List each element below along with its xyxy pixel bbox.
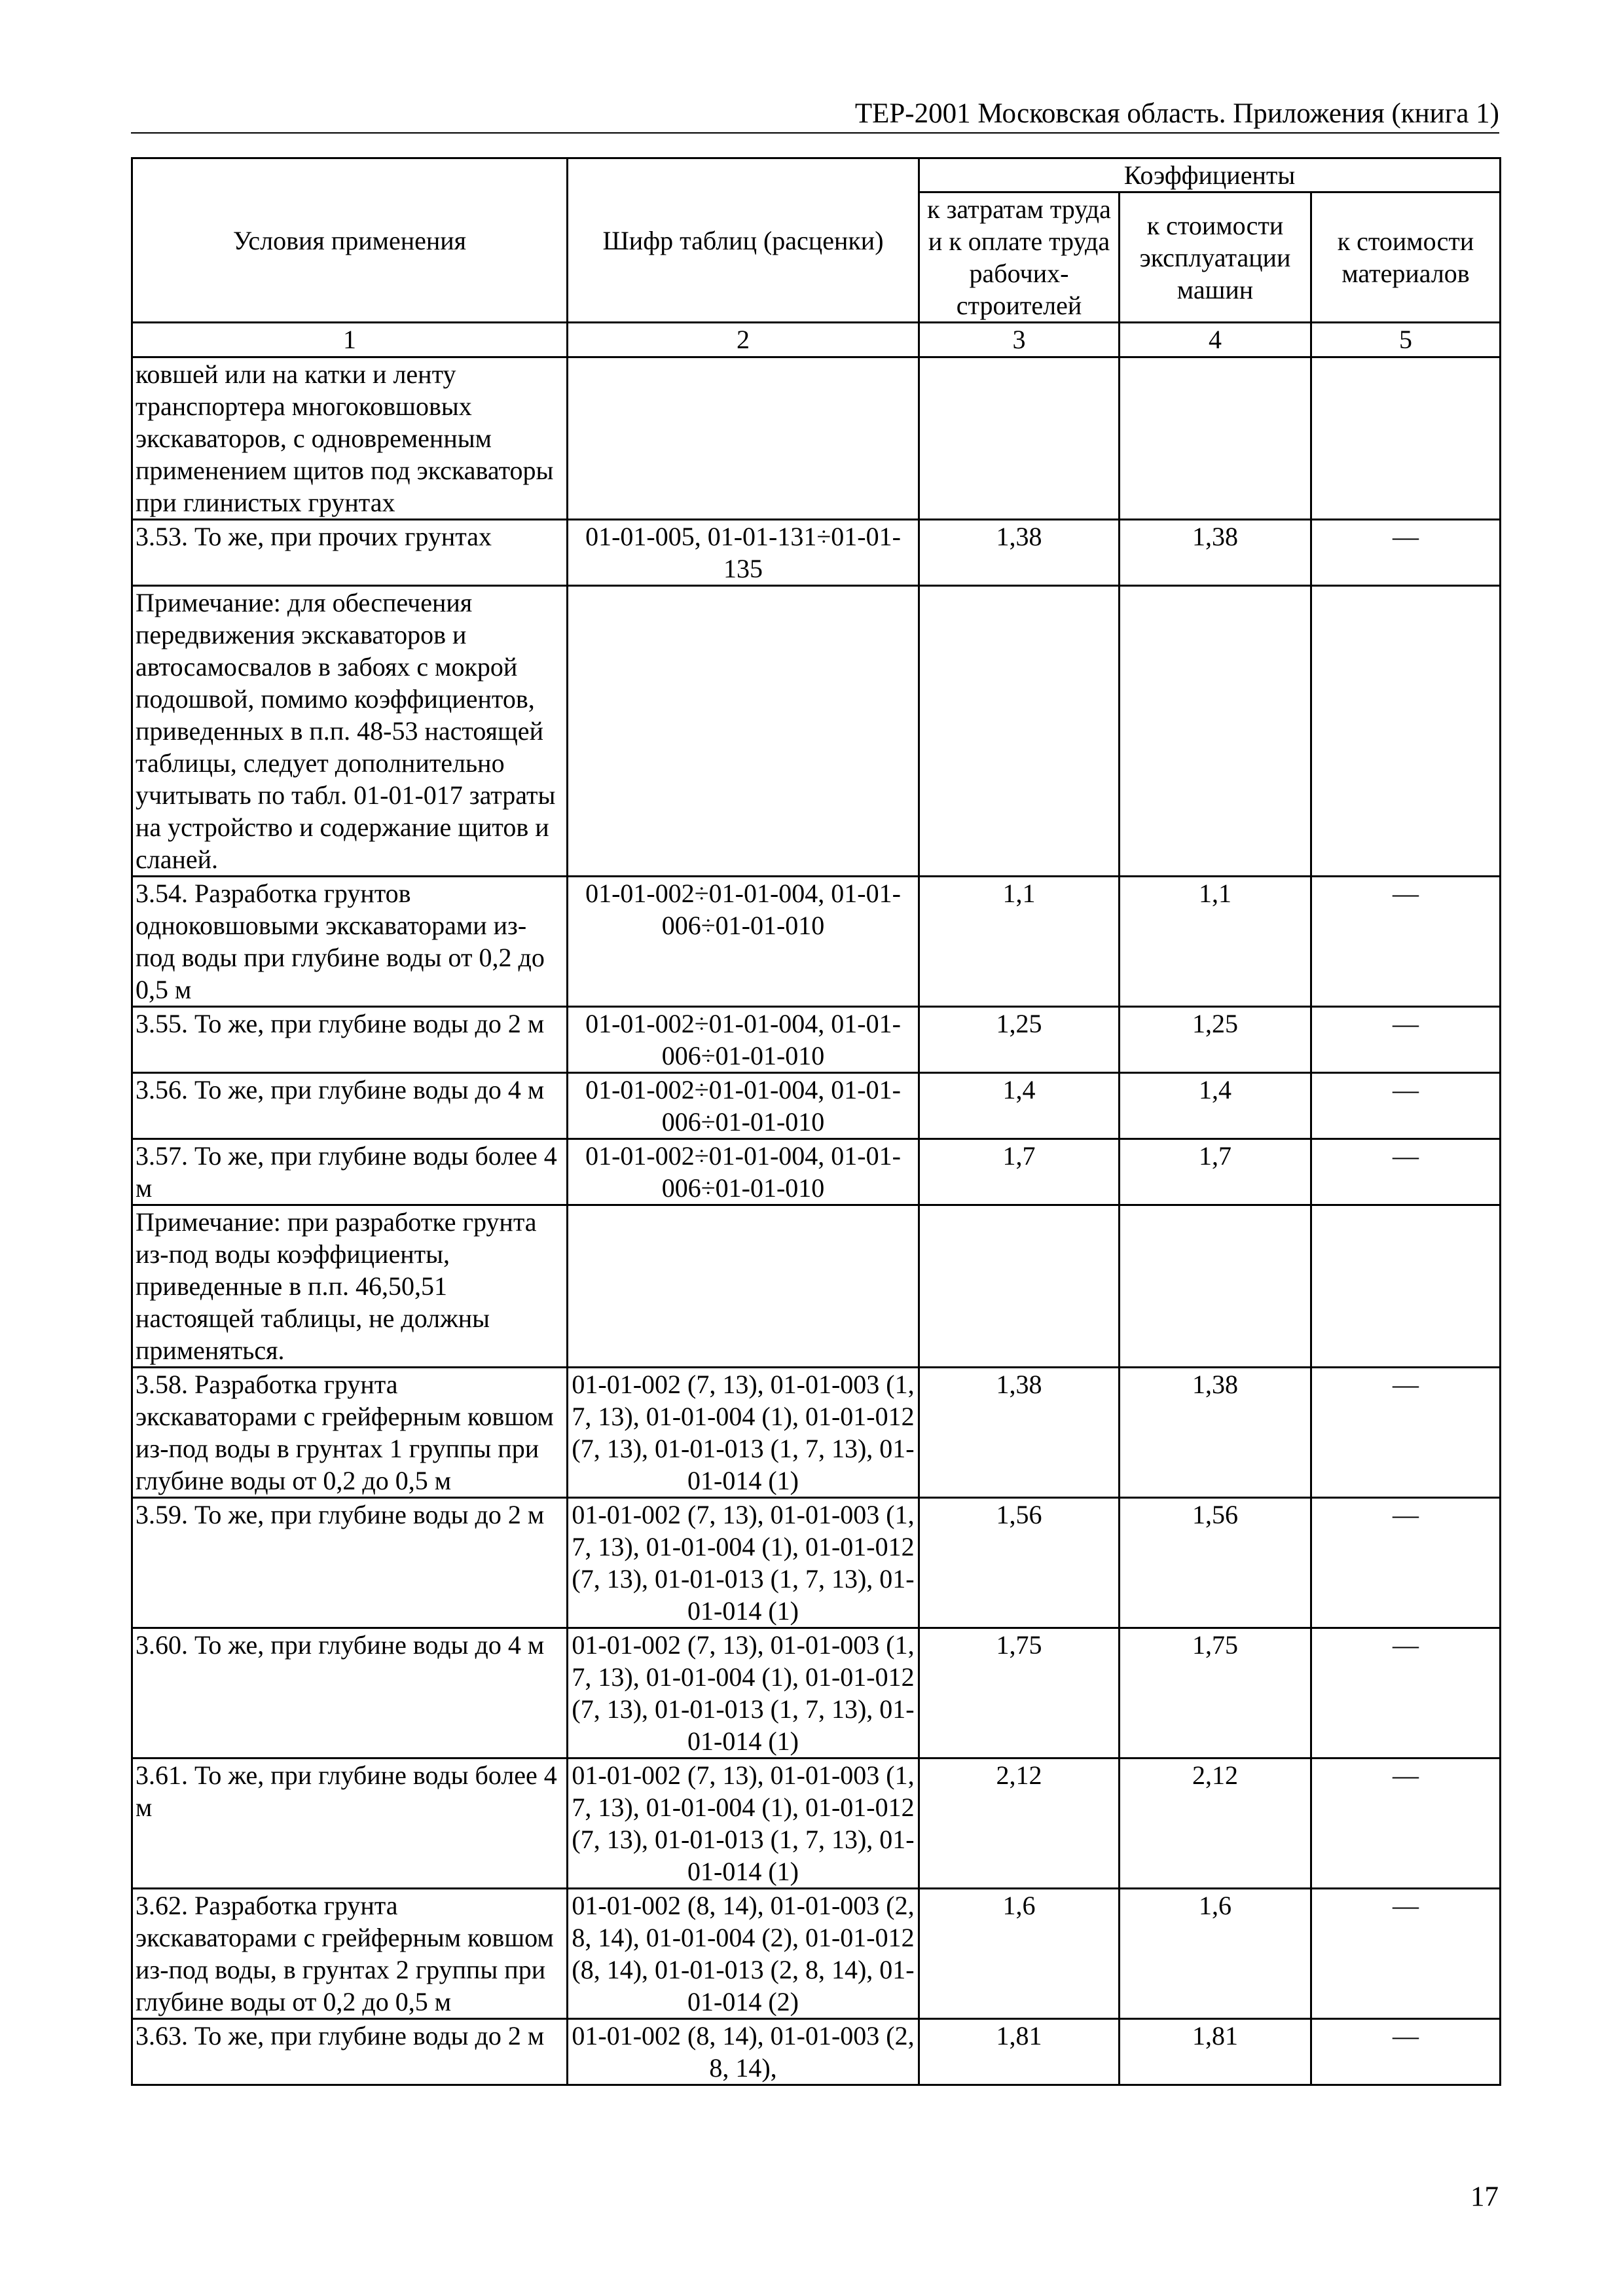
cell-materials-coefficient: — <box>1311 1073 1501 1139</box>
cell-machines-coefficient: 1,56 <box>1120 1498 1311 1628</box>
cell-code: 01-01-002 (7, 13), 01-01-003 (1, 7, 13), 01-01-004 (1), 01-01-012 (7, 13), 01-01-013 (1, 7, 13), 01-01-014 (1) <box>568 1498 919 1628</box>
cell-labor-coefficient: 1,7 <box>919 1139 1120 1205</box>
table-row <box>132 357 1501 520</box>
cell-materials-coefficient: — <box>1311 1368 1501 1498</box>
page-number: 17 <box>1470 2181 1499 2212</box>
cell-labor-coefficient: 1,1 <box>919 877 1120 1007</box>
table-row <box>132 877 1501 1007</box>
cell-conditions: Примечание: при разработке грунта из-под воды коэффициенты, приведенные в п.п. 46,50,51 настоящей таблицы, не должны применяться. <box>132 1205 568 1368</box>
cell-conditions: 3.62. Разработка грунта экскаваторами с грейферным ковшом из-под воды, в грунтах 2 группы при глубине воды от 0,2 до 0,5 м <box>132 1889 568 2019</box>
cell-conditions: 3.58. Разработка грунта экскаваторами с грейферным ковшом из-под воды в грунтах 1 группы при глубине воды от 0,2 до 0,5 м <box>132 1368 568 1498</box>
cell-labor-coefficient: 1,6 <box>919 1889 1120 2019</box>
table-row <box>132 2019 1501 2085</box>
table-row <box>132 1628 1501 1758</box>
cell-machines-coefficient: 1,1 <box>1120 877 1311 1007</box>
cell-machines-coefficient <box>1120 586 1311 877</box>
cell-code: 01-01-002 (8, 14), 01-01-003 (2, 8, 14), 01-01-004 (2), 01-01-012 (8, 14), 01-01-013 (2, 8, 14), 01-01-014 (2) <box>568 1889 919 2019</box>
cell-materials-coefficient: — <box>1311 877 1501 1007</box>
column-number: 5 <box>1311 323 1501 357</box>
cell-labor-coefficient: 1,81 <box>919 2019 1120 2085</box>
cell-code: 01-01-002÷01-01-004, 01-01-006÷01-01-010 <box>568 1139 919 1205</box>
table-row <box>132 1889 1501 2019</box>
cell-machines-coefficient: 1,4 <box>1120 1073 1311 1139</box>
cell-code: 01-01-002 (7, 13), 01-01-003 (1, 7, 13), 01-01-004 (1), 01-01-012 (7, 13), 01-01-013 (1, 7, 13), 01-01-014 (1) <box>568 1628 919 1758</box>
cell-labor-coefficient <box>919 586 1120 877</box>
table-body <box>132 357 1501 2085</box>
cell-code: 01-01-002÷01-01-004, 01-01-006÷01-01-010 <box>568 1007 919 1073</box>
cell-labor-coefficient: 1,38 <box>919 1368 1120 1498</box>
cell-conditions: 3.55. То же, при глубине воды до 2 м <box>132 1007 568 1073</box>
cell-machines-coefficient <box>1120 357 1311 520</box>
column-number: 3 <box>919 323 1120 357</box>
cell-code: 01-01-002÷01-01-004, 01-01-006÷01-01-010 <box>568 1073 919 1139</box>
cell-labor-coefficient: 1,38 <box>919 520 1120 586</box>
table-row <box>132 586 1501 877</box>
cell-conditions: 3.56. То же, при глубине воды до 4 м <box>132 1073 568 1139</box>
cell-materials-coefficient: — <box>1311 1758 1501 1889</box>
cell-machines-coefficient: 1,81 <box>1120 2019 1311 2085</box>
cell-code: 01-01-002 (8, 14), 01-01-003 (2, 8, 14), <box>568 2019 919 2085</box>
cell-materials-coefficient: — <box>1311 1007 1501 1073</box>
column-number: 4 <box>1120 323 1311 357</box>
cell-materials-coefficient <box>1311 1205 1501 1368</box>
cell-materials-coefficient: — <box>1311 1139 1501 1205</box>
cell-conditions: ковшей или на катки и ленту транспортера многоковшовых экскаваторов, с одновременным применением щитов под экскаваторы при глинистых грунтах <box>132 357 568 520</box>
cell-labor-coefficient: 2,12 <box>919 1758 1120 1889</box>
cell-materials-coefficient <box>1311 357 1501 520</box>
cell-machines-coefficient <box>1120 1205 1311 1368</box>
cell-labor-coefficient: 1,25 <box>919 1007 1120 1073</box>
cell-code: 01-01-002 (7, 13), 01-01-003 (1, 7, 13), 01-01-004 (1), 01-01-012 (7, 13), 01-01-013 (1, 7, 13), 01-01-014 (1) <box>568 1758 919 1889</box>
cell-materials-coefficient: — <box>1311 2019 1501 2085</box>
cell-conditions: 3.53. То же, при прочих грунтах <box>132 520 568 586</box>
header-materials: к стоимости материалов <box>1311 192 1501 323</box>
column-numbers-row <box>132 323 1501 357</box>
cell-machines-coefficient: 1,38 <box>1120 520 1311 586</box>
cell-code <box>568 1205 919 1368</box>
header-rule <box>131 132 1499 134</box>
table-row <box>132 1139 1501 1205</box>
cell-conditions: 3.63. То же, при глубине воды до 2 м <box>132 2019 568 2085</box>
running-header: ТЕР-2001 Московская область. Приложения (книга 1) <box>854 98 1499 129</box>
header-labor: к затратам труда и к оплате труда рабочих-строителей <box>919 192 1120 323</box>
cell-materials-coefficient <box>1311 586 1501 877</box>
cell-materials-coefficient: — <box>1311 520 1501 586</box>
cell-code: 01-01-002 (7, 13), 01-01-003 (1, 7, 13), 01-01-004 (1), 01-01-012 (7, 13), 01-01-013 (1, 7, 13), 01-01-014 (1) <box>568 1368 919 1498</box>
header-machines: к стоимости эксплуатации машин <box>1120 192 1311 323</box>
cell-machines-coefficient: 1,25 <box>1120 1007 1311 1073</box>
header-code: Шифр таблиц (расценки) <box>568 158 919 323</box>
cell-machines-coefficient: 1,7 <box>1120 1139 1311 1205</box>
cell-code: 01-01-002÷01-01-004, 01-01-006÷01-01-010 <box>568 877 919 1007</box>
table-row <box>132 1758 1501 1889</box>
column-number: 2 <box>568 323 919 357</box>
cell-conditions: 3.54. Разработка грунтов одноковшовыми экскаваторами из-под воды при глубине воды от 0,2 до 0,5 м <box>132 877 568 1007</box>
header-coefficients: Коэффициенты <box>919 158 1501 192</box>
table-row <box>132 1368 1501 1498</box>
cell-machines-coefficient: 1,38 <box>1120 1368 1311 1498</box>
header-conditions: Условия применения <box>132 158 568 323</box>
cell-conditions: 3.61. То же, при глубине воды более 4 м <box>132 1758 568 1889</box>
cell-machines-coefficient: 1,75 <box>1120 1628 1311 1758</box>
cell-materials-coefficient: — <box>1311 1628 1501 1758</box>
table-row <box>132 1007 1501 1073</box>
cell-materials-coefficient: — <box>1311 1889 1501 2019</box>
table-row <box>132 520 1501 586</box>
cell-labor-coefficient: 1,56 <box>919 1498 1120 1628</box>
table-row <box>132 1205 1501 1368</box>
cell-materials-coefficient: — <box>1311 1498 1501 1628</box>
cell-code: 01-01-005, 01-01-131÷01-01-135 <box>568 520 919 586</box>
cell-code <box>568 586 919 877</box>
cell-labor-coefficient <box>919 357 1120 520</box>
column-number: 1 <box>132 323 568 357</box>
cell-machines-coefficient: 1,6 <box>1120 1889 1311 2019</box>
cell-conditions: 3.57. То же, при глубине воды более 4 м <box>132 1139 568 1205</box>
cell-labor-coefficient: 1,75 <box>919 1628 1120 1758</box>
cell-conditions: 3.60. То же, при глубине воды до 4 м <box>132 1628 568 1758</box>
cell-labor-coefficient <box>919 1205 1120 1368</box>
cell-code <box>568 357 919 520</box>
cell-conditions: 3.59. То же, при глубине воды до 2 м <box>132 1498 568 1628</box>
cell-conditions: Примечание: для обеспечения передвижения экскаваторов и автосамосвалов в забоях с мокрой подошвой, помимо коэффициентов, приведенных в п.п. 48-53 настоящей таблицы, следует дополнительно учитывать по табл. 01-01-017 затраты на устройство и содержание щитов и сланей. <box>132 586 568 877</box>
table-row <box>132 1073 1501 1139</box>
cell-labor-coefficient: 1,4 <box>919 1073 1120 1139</box>
cell-machines-coefficient: 2,12 <box>1120 1758 1311 1889</box>
table-row <box>132 1498 1501 1628</box>
coefficients-table <box>131 157 1501 2086</box>
